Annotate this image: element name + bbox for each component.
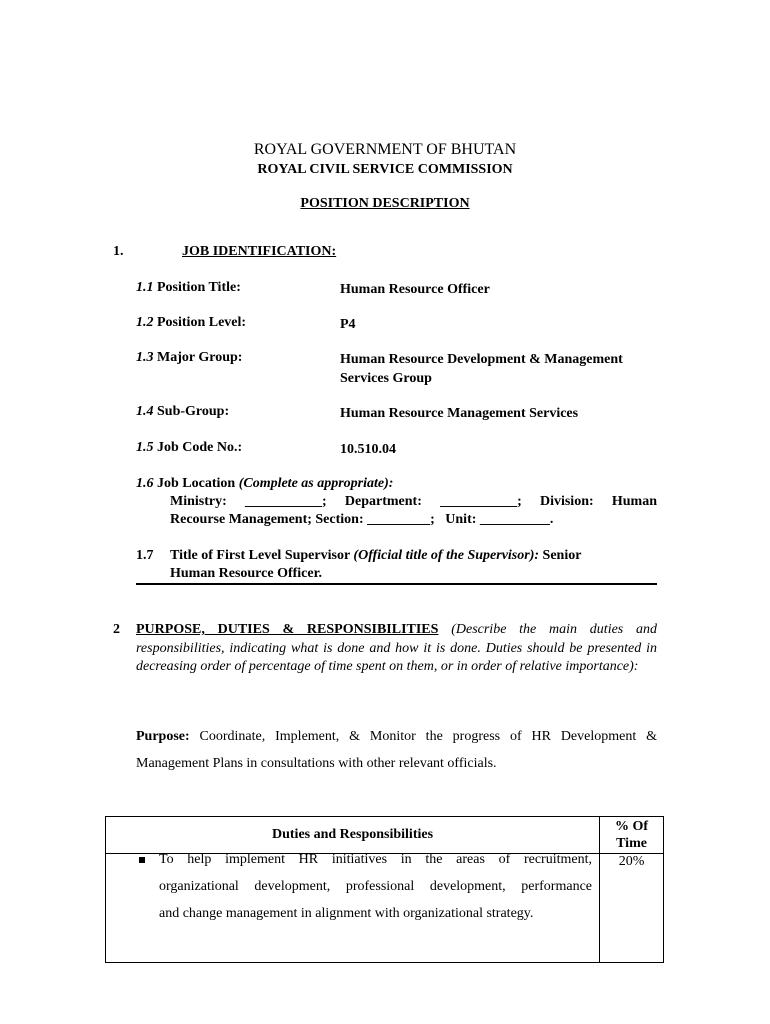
field-label-position-level bbox=[136, 315, 246, 331]
supervisor-line-2: Human Resource Officer. bbox=[170, 566, 323, 581]
field-label: Job Code No.: bbox=[157, 440, 243, 455]
field-label: Sub-Group: bbox=[157, 404, 230, 419]
section-2-heading-line bbox=[136, 622, 657, 638]
table-row bbox=[106, 854, 664, 963]
supervisor-note: (Official title of the Supervisor): bbox=[353, 548, 540, 563]
section-2-number: 2 bbox=[113, 622, 120, 637]
percent-value: 20% bbox=[618, 854, 645, 869]
field-label-job-code bbox=[136, 440, 242, 456]
field-label-position-title bbox=[136, 280, 241, 296]
purpose-text: Coordinate, Implement, & Monitor the progress of HR Development & bbox=[199, 729, 658, 744]
field-label-sub-group bbox=[136, 404, 229, 420]
duty-line-3: and change management in alignment with organizational strategy. bbox=[159, 906, 534, 921]
job-location-line-2: Recourse Management; Section: _________; Unit: __________. bbox=[170, 512, 554, 527]
duties-header-cell bbox=[106, 817, 600, 854]
field-value-major-group: Human Resource Development & Management Services Group bbox=[340, 352, 623, 386]
field-number: 1.2 bbox=[136, 315, 154, 330]
duty-line-1: To help implement HR initiatives in the areas of recruitment, bbox=[159, 852, 592, 867]
bullet-icon bbox=[139, 857, 145, 863]
time-header-cell bbox=[600, 817, 664, 854]
field-number: 1.5 bbox=[136, 440, 154, 455]
supervisor-value: Senior bbox=[542, 548, 582, 563]
duty-cell bbox=[106, 854, 600, 963]
section-divider bbox=[136, 583, 657, 585]
field-value-job-code: 10.510.04 bbox=[340, 442, 396, 457]
field-label-major-group bbox=[136, 350, 242, 366]
field-number: 1.6 bbox=[136, 476, 154, 491]
time-header-line-1: % Of bbox=[615, 819, 649, 834]
duties-header: Duties and Responsibilities bbox=[272, 827, 434, 842]
commission-heading: ROYAL CIVIL SERVICE COMMISSION bbox=[257, 162, 513, 177]
section-2-title: PURPOSE, DUTIES & RESPONSIBILITIES bbox=[136, 622, 439, 637]
field-value-position-title: Human Resource Officer bbox=[340, 282, 490, 297]
percent-cell bbox=[600, 854, 664, 963]
job-location-line-1: Ministry: ___________; Department: ___________; Division: Human bbox=[170, 494, 657, 509]
table-header-row bbox=[106, 817, 664, 854]
job-location-heading bbox=[136, 476, 393, 492]
field-note: (Complete as appropriate): bbox=[238, 476, 394, 491]
government-heading: ROYAL GOVERNMENT OF BHUTAN bbox=[253, 141, 517, 158]
field-value-sub-group: Human Resource Management Services bbox=[340, 406, 579, 421]
field-value-position-level: P4 bbox=[340, 317, 356, 332]
purpose-line-1 bbox=[136, 729, 657, 745]
document-title: POSITION DESCRIPTION bbox=[300, 196, 470, 211]
field-label: Job Location bbox=[157, 476, 236, 491]
duty-line-2: organizational development, professional development, performance bbox=[159, 879, 592, 894]
section-2-instruction: responsibilities, indicating what is done and how it is done. Duties should be presented in decreasing order of percentage of time spent on them, or in order of relative importance): bbox=[136, 641, 657, 674]
supervisor-number: 1.7 bbox=[136, 548, 154, 563]
section-2-instruction-start: (Describe the main duties and bbox=[451, 622, 658, 637]
field-label: Position Title: bbox=[157, 280, 241, 295]
purpose-label: Purpose: bbox=[136, 729, 190, 744]
field-label: Position Level: bbox=[157, 315, 247, 330]
duties-table bbox=[105, 816, 664, 963]
time-header-line-2: Time bbox=[616, 836, 647, 851]
field-number: 1.3 bbox=[136, 350, 154, 365]
section-1-number: 1. bbox=[113, 244, 124, 259]
supervisor-label: Title of First Level Supervisor bbox=[170, 548, 350, 563]
section-1-title: JOB IDENTIFICATION: bbox=[182, 244, 337, 259]
supervisor-line-1 bbox=[170, 548, 581, 564]
field-label: Major Group: bbox=[157, 350, 243, 365]
field-number: 1.4 bbox=[136, 404, 154, 419]
purpose-line-2: Management Plans in consultations with other relevant officials. bbox=[136, 756, 497, 771]
field-number: 1.1 bbox=[136, 280, 154, 295]
